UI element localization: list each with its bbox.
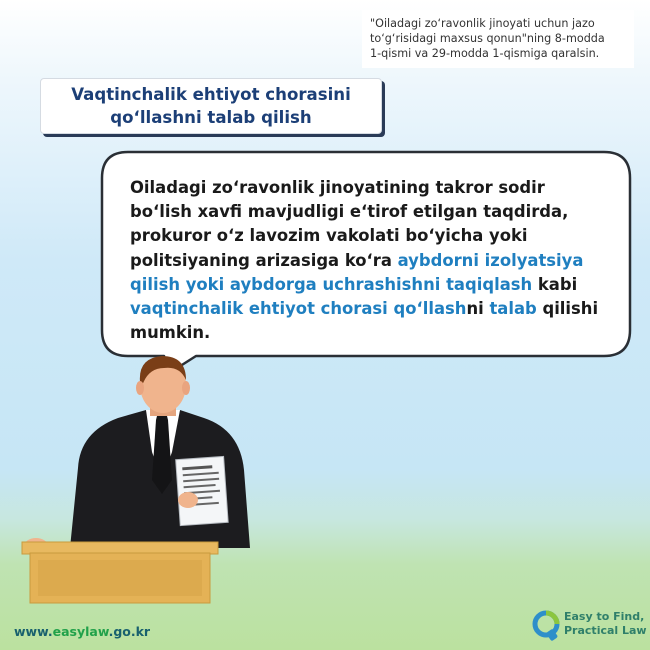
document [176,456,228,525]
reference-line: 1-qismi va 29-modda 1-qismiga qaralsin. [370,47,600,60]
logo-tagline: Easy to Find, Practical Law [564,610,647,637]
bubble-text-segment: ni [466,299,490,319]
reference-line: "Oiladagi zo‘ravonlik jinoyati uchun jazo [370,17,595,30]
podium-top [22,542,218,554]
bubble-text-segment: qilishi mumkin. [130,299,599,343]
site-url[interactable]: www.easylaw.go.kr [14,624,151,639]
bubble-text-segment: kabi [532,274,578,294]
highlighted-text: aybdorni izolyatsiya qilish yoki aybdorga uchrashishni taqiqlash [130,250,584,294]
highlighted-text: talab [489,299,537,319]
highlighted-text: vaqtinchalik ehtiyot chorasi qo‘llash [130,299,467,319]
reference-line: to‘g‘risidagi maxsus qonun"ning 8-modda [370,32,605,45]
title-line-2: qo‘llashni talab qilish [110,108,312,127]
bubble-text-segment: Oiladagi zo‘ravonlik jinoyatining takror sodir bo‘lish xavfi mavjudligi e‘tirof etilgan taqdirda, prokuror o‘z lavozim vakolati bo‘yicha yoki politsiyaning arizasiga ko‘ra [130,178,569,270]
title-line-1: Vaqtinchalik ehtiyot chorasini [71,85,351,104]
